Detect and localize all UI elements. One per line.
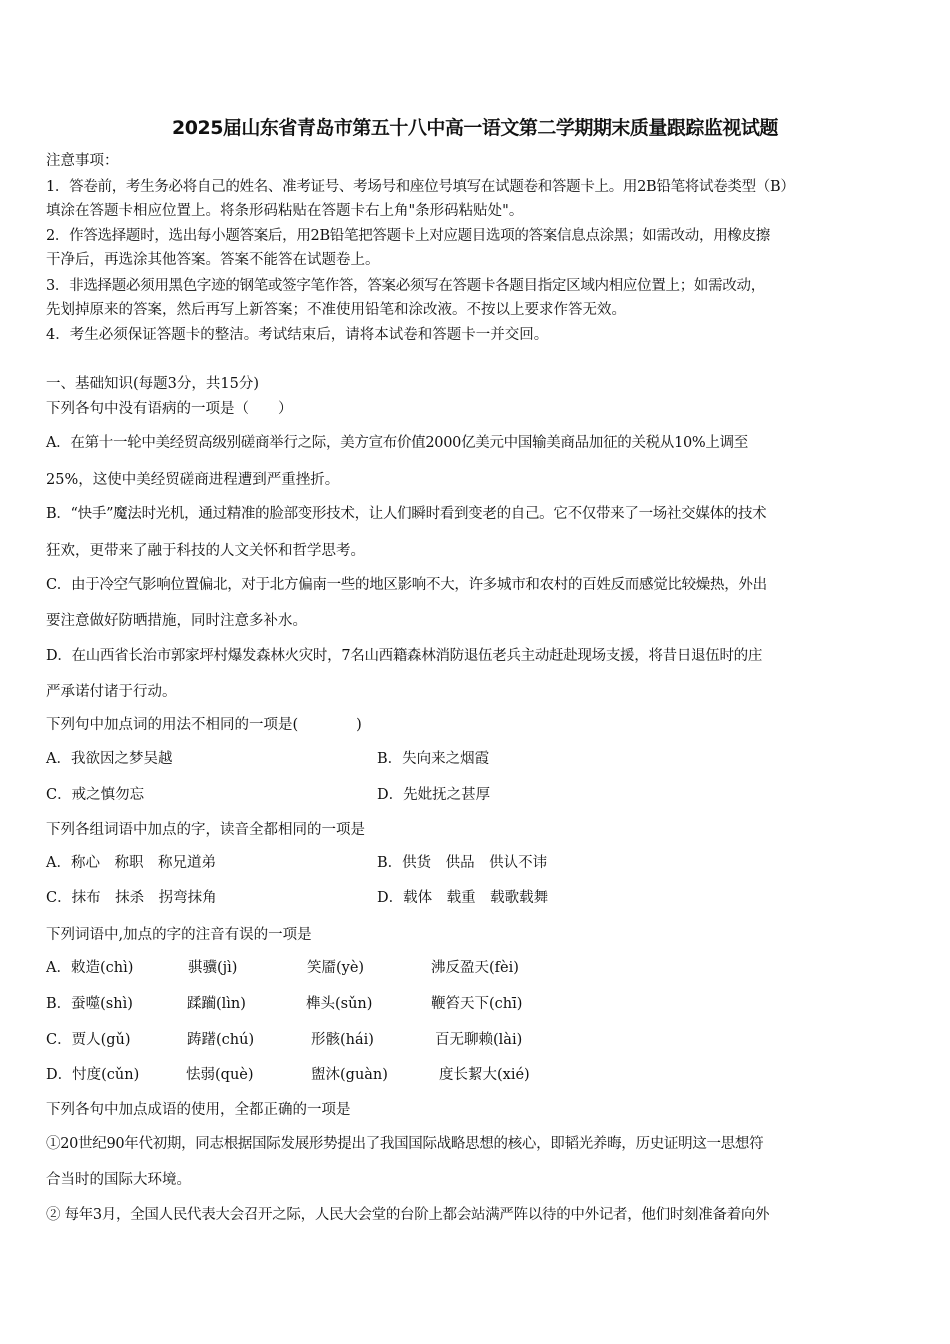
- pinyin-item: 沸反盈天(fèi): [431, 960, 519, 976]
- passage-line: ①20世纪90年代初期，同志根据国际发展形势提出了我国国际战略思想的核心，即韬光养晦，历史证明这一思想符: [46, 1136, 764, 1152]
- option-c: C．抹布 抹杀 拐弯抹角: [46, 890, 217, 906]
- option-a: A．我欲因之梦吴越: [46, 751, 173, 767]
- question-stem: 下列各句中没有语病的一项是（ ）: [46, 401, 293, 417]
- pinyin-item: 踌躇(chú): [187, 1032, 255, 1048]
- option-line: D．在山西省长治市郭家坪村爆发森林火灾时，7名山西籍森林消防退伍老兵主动赶赴现场支援，将昔日退伍时的庄: [46, 648, 763, 664]
- option-line: B．“快手”魔法时光机，通过精准的脸部变形技术，让人们瞬时看到变老的自己。它不仅带来了一场社交媒体的技术: [46, 506, 767, 522]
- notes-line: 3．非选择题必须用黑色字迹的钢笔或签字笔作答，答案必须写在答题卡各题目指定区域内相应位置上；如需改动，: [46, 278, 765, 294]
- question-stem: 下列各组词语中加点的字，读音全都相同的一项是: [46, 822, 365, 838]
- page-title: 2025届山东省青岛市第五十八中高一语文第二学期期末质量跟踪监视试题: [172, 117, 778, 139]
- pinyin-item: C．贾人(gǔ): [46, 1032, 131, 1048]
- option-d: D．载体 载重 载歌载舞: [377, 890, 549, 906]
- option-line: 严承诺付诸于行动。: [46, 684, 177, 700]
- pinyin-item: 蹂躏(lìn): [187, 996, 246, 1012]
- pinyin-item: 骐骥(jì): [188, 960, 238, 976]
- passage-line: 合当时的国际大环境。: [46, 1172, 191, 1188]
- passage-line: ② 每年3月，全国人民代表大会召开之际，人民大会堂的台阶上都会站满严阵以待的中外记者，他们时刻准备着向外: [46, 1207, 770, 1223]
- notes-line: 2．作答选择题时，选出每小题答案后，用2B铅笔把答题卡上对应题目选项的答案信息点涂黑；如需改动，用橡皮擦: [46, 228, 771, 244]
- question-stem: 下列句中加点词的用法不相同的一项是( ): [46, 717, 362, 733]
- notes-line: 填涂在答题卡相应位置上。将条形码粘贴在答题卡右上角"条形码粘贴处"。: [46, 203, 524, 219]
- option-line: C．由于冷空气影响位置偏北，对于北方偏南一些的地区影响不大，许多城市和农村的百姓反而感觉比较燥热，外出: [46, 577, 767, 593]
- pinyin-item: D．忖度(cǔn): [46, 1067, 140, 1083]
- question-stem: 下列词语中,加点的字的注音有误的一项是: [46, 927, 312, 943]
- notes-line: 1．答卷前，考生务必将自己的姓名、准考证号、考场号和座位号填写在试题卷和答题卡上。用2B铅笔将试卷类型（B）: [46, 179, 795, 195]
- option-b: B．失向来之烟霞: [377, 751, 490, 767]
- option-b: B．供货 供品 供认不讳: [377, 855, 548, 871]
- pinyin-item: 百无聊赖(lài): [435, 1032, 523, 1048]
- pinyin-item: 笑靥(yè): [307, 960, 365, 976]
- option-d: D．先妣抚之甚厚: [377, 787, 491, 803]
- option-line: 25%，这使中美经贸磋商进程遭到严重挫折。: [46, 472, 340, 488]
- pinyin-item: 鞭笞天下(chī): [431, 996, 523, 1012]
- option-line: 狂欢，更带来了融于科技的人文关怀和哲学思考。: [46, 543, 365, 559]
- pinyin-item: A．敕造(chì): [46, 960, 134, 976]
- section-heading: 一、基础知识(每题3分，共15分): [46, 376, 259, 392]
- pinyin-item: 盥沐(guàn): [311, 1067, 388, 1083]
- pinyin-item: B．蚕噬(shì): [46, 996, 133, 1012]
- pinyin-item: 形骸(hái): [311, 1032, 374, 1048]
- option-line: 要注意做好防晒措施，同时注意多补水。: [46, 613, 307, 629]
- notes-line: 干净后，再选涂其他答案。答案不能答在试题卷上。: [46, 252, 380, 268]
- notes-line: 先划掉原来的答案，然后再写上新答案；不准使用铅笔和涂改液。不按以上要求作答无效。: [46, 302, 626, 318]
- pinyin-item: 度长絜大(xié): [439, 1067, 530, 1083]
- option-a: A．称心 称职 称兄道弟: [46, 855, 216, 871]
- option-line: A．在第十一轮中美经贸高级别磋商举行之际，美方宣布价值2000亿美元中国输美商品加征的关税从10%上调至: [46, 435, 748, 451]
- option-c: C．戒之慎勿忘: [46, 787, 145, 803]
- notes-heading: 注意事项：: [46, 153, 119, 169]
- question-stem: 下列各句中加点成语的使用，全都正确的一项是: [46, 1102, 351, 1118]
- pinyin-item: 榫头(sǔn): [306, 996, 373, 1012]
- notes-line: 4．考生必须保证答题卡的整洁。考试结束后，请将本试卷和答题卡一并交回。: [46, 327, 549, 343]
- pinyin-item: 怯弱(què): [186, 1067, 254, 1083]
